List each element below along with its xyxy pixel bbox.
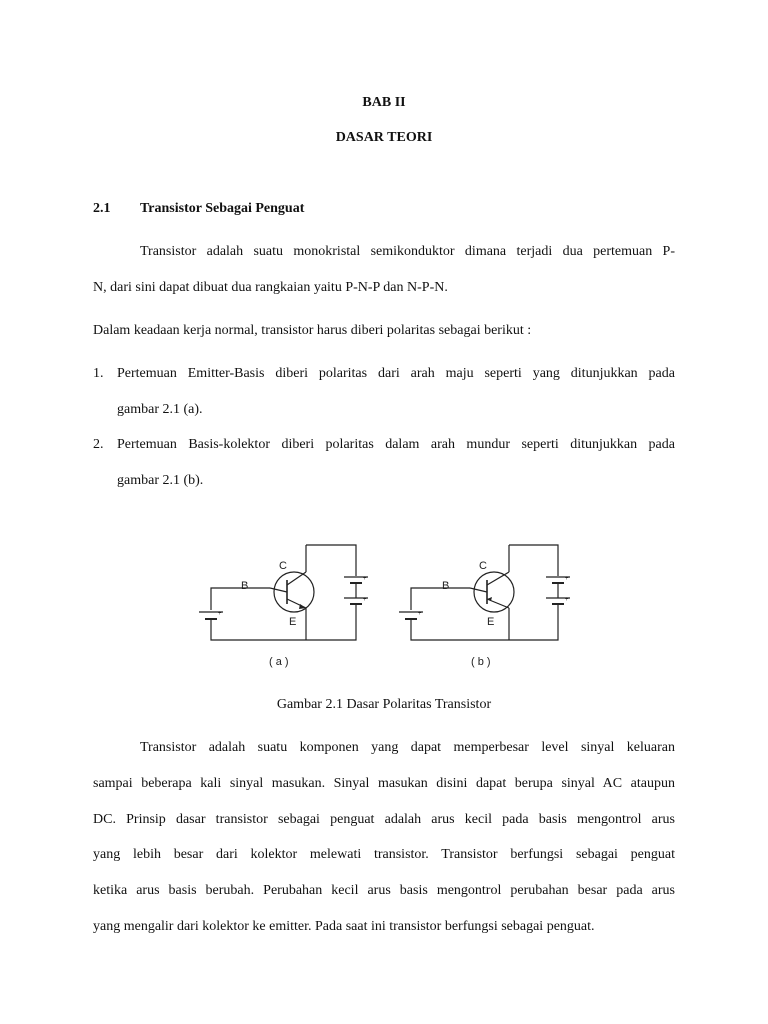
list-item-2-line-1: Pertemuan Basis-kolektor diberi polaritas dalam arah mundur seperti ditunjukkan pada bbox=[117, 437, 675, 452]
collector-label-b: C bbox=[479, 560, 487, 572]
svg-text:+: + bbox=[565, 597, 569, 603]
figure-label-a: ( a ) bbox=[269, 656, 289, 668]
section-number: 2.1 bbox=[93, 201, 111, 216]
paragraph-1-line-2: N, dari sini dapat dibuat dua rangkaian yaitu P-N-P dan N-P-N. bbox=[93, 280, 448, 295]
paragraph-3-line-2: sampai beberapa kali sinyal masukan. Sinyal masukan disini dapat berupa sinyal AC ataupun bbox=[93, 776, 675, 791]
collector-label-a: C bbox=[279, 560, 287, 572]
list-item-number: 1. bbox=[93, 366, 104, 381]
emitter-label-a: E bbox=[289, 616, 297, 628]
svg-text:+: + bbox=[565, 576, 569, 582]
svg-text:+: + bbox=[218, 611, 222, 617]
transistor-symbol-a bbox=[274, 572, 314, 612]
paragraph-3-line-6: yang mengalir dari kolektor ke emitter. Pada saat ini transistor berfungsi sebagai penguat. bbox=[93, 919, 595, 934]
figure-label-b: ( b ) bbox=[471, 656, 491, 668]
transistor-symbol-b bbox=[474, 572, 514, 612]
base-label-a: B bbox=[241, 580, 249, 592]
list-item-2-line-2: gambar 2.1 (b). bbox=[117, 473, 204, 488]
list-item-1-line-1: Pertemuan Emitter-Basis diberi polaritas dari arah maju seperti yang ditunjukkan pada bbox=[117, 366, 675, 381]
paragraph-3-line-4: yang lebih besar dari kolektor melewati transistor. Transistor berfungsi sebagai penguat bbox=[93, 847, 675, 862]
svg-text:+: + bbox=[363, 597, 367, 603]
base-label-b: B bbox=[442, 580, 450, 592]
paragraph-3-line-1: Transistor adalah suatu komponen yang dapat memperbesar level sinyal keluaran bbox=[140, 740, 675, 755]
paragraph-2: Dalam keadaan kerja normal, transistor harus diberi polaritas sebagai berikut : bbox=[93, 323, 532, 338]
section-title: Transistor Sebagai Penguat bbox=[140, 201, 305, 216]
paragraph-1-line-1: Transistor adalah suatu monokristal semikonduktor dimana terjadi dua pertemuan P- bbox=[140, 244, 675, 259]
svg-text:+: + bbox=[363, 576, 367, 582]
chapter-title: DASAR TEORI bbox=[335, 130, 433, 145]
chapter-heading: BAB II bbox=[362, 95, 406, 110]
list-item-1-line-2: gambar 2.1 (a). bbox=[117, 402, 203, 417]
list-item-number: 2. bbox=[93, 437, 104, 452]
svg-text:+: + bbox=[418, 611, 422, 617]
paragraph-3-line-3: DC. Prinsip dasar transistor sebagai penguat adalah arus kecil pada basis mengontrol arus bbox=[93, 812, 675, 827]
figure-caption: Gambar 2.1 Dasar Polaritas Transistor bbox=[276, 697, 492, 712]
paragraph-3-line-5: ketika arus basis berubah. Perubahan kecil arus basis mengontrol perubahan besar pada arus bbox=[93, 883, 675, 898]
emitter-label-b: E bbox=[487, 616, 495, 628]
